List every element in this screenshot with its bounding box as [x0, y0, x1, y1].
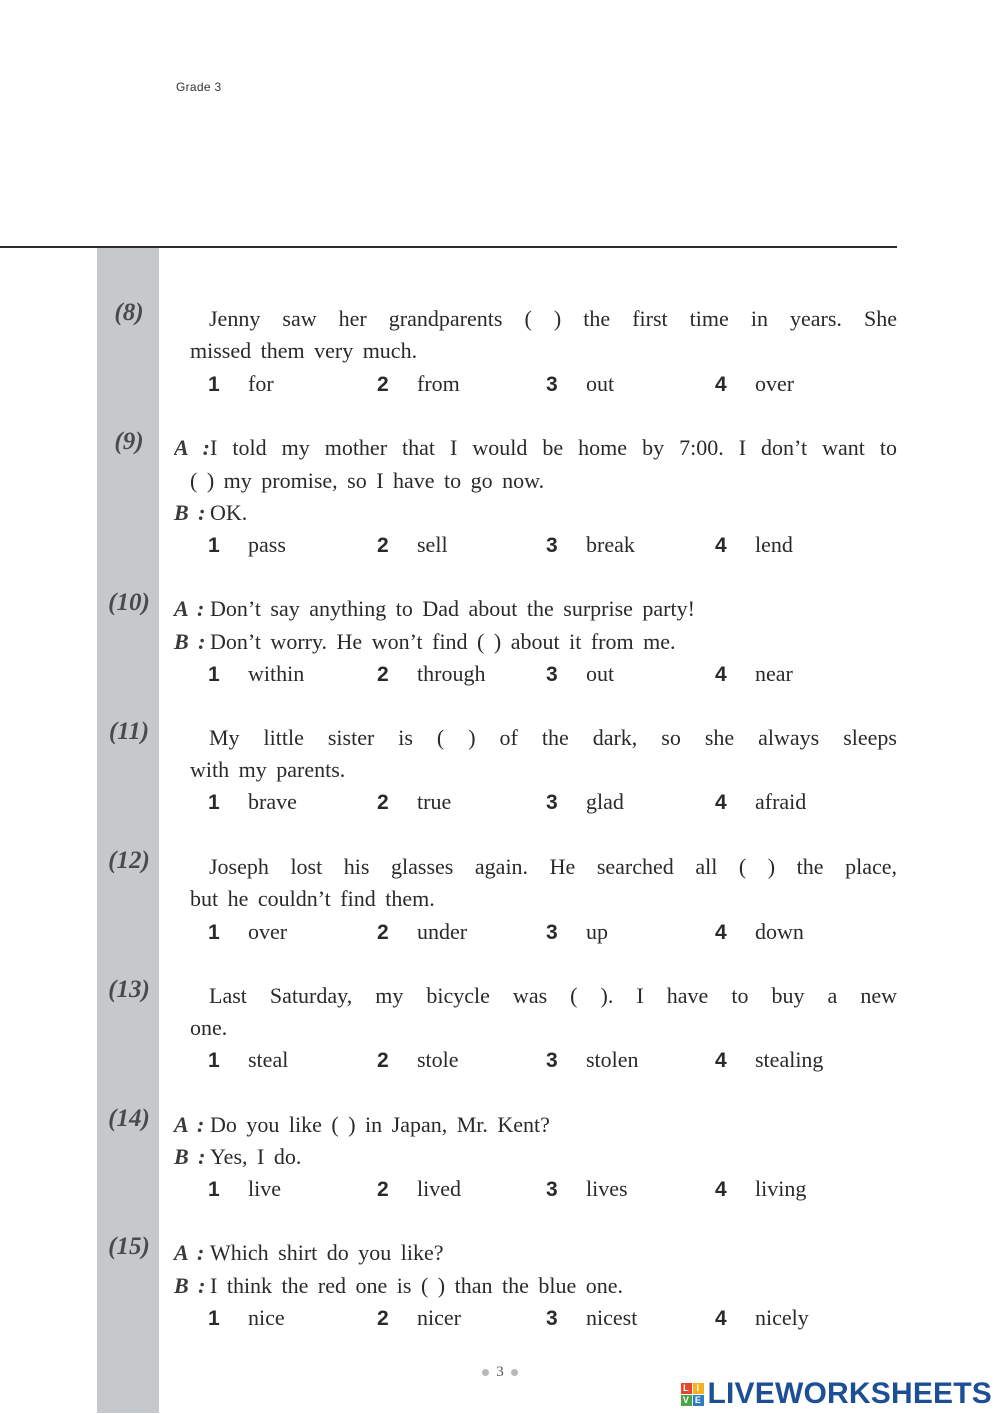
answer-options	[208, 531, 908, 559]
option-2[interactable]: 2 under	[377, 919, 468, 944]
option-2[interactable]: 2 true	[377, 789, 452, 814]
question-number: (15)	[108, 1233, 150, 1260]
answer-options	[208, 370, 908, 398]
option-3[interactable]: 3 out	[546, 661, 615, 686]
question-text-cont: ( ) my promise, so I have to go now.	[190, 468, 545, 493]
question-text: A : Don’t say anything to Dad about the surprise party!	[174, 596, 695, 621]
dot-left-icon	[482, 1369, 489, 1376]
answer-options	[208, 660, 908, 688]
question-number: (9)	[114, 428, 144, 455]
watermark-text: LIVEWORKSHEETS	[707, 1377, 992, 1410]
speaker-a: A :	[174, 435, 210, 460]
liveworksheets-logo-icon: L I V E	[681, 1383, 704, 1406]
answer-options	[208, 1046, 908, 1074]
answer-options	[208, 1304, 908, 1332]
option-3[interactable]: 3 out	[546, 371, 615, 396]
reply-text: B : Yes, I do.	[174, 1144, 302, 1169]
question-number: (13)	[108, 976, 150, 1003]
question-text: Joseph lost his glasses again. He searched all ( ) the place,	[209, 854, 897, 879]
option-2[interactable]: 2 from	[377, 371, 460, 396]
option-1[interactable]: 1 brave	[208, 789, 297, 814]
option-4[interactable]: 4 over	[715, 371, 795, 396]
option-4[interactable]: 4 down	[715, 919, 804, 944]
question-text-cont: one.	[190, 1015, 228, 1040]
option-3[interactable]: 3 up	[546, 919, 608, 944]
option-4[interactable]: 4 stealing	[715, 1047, 824, 1072]
dot-right-icon	[511, 1369, 518, 1376]
reply-text: B : Don’t worry. He won’t find ( ) about it from me.	[174, 629, 676, 654]
question-number: (12)	[108, 847, 150, 874]
question-text: A : Which shirt do you like?	[174, 1240, 444, 1265]
answer-options	[208, 1175, 908, 1203]
speaker-a: A :	[174, 1112, 205, 1137]
question-text: Last Saturday, my bicycle was ( ). I have to buy a new	[209, 983, 897, 1008]
option-3[interactable]: 3 break	[546, 532, 635, 557]
question-number: (14)	[108, 1105, 150, 1132]
question-text: Jenny saw her grandparents ( ) the first time in years. She	[209, 306, 897, 331]
grade-label: Grade 3	[176, 80, 222, 94]
option-4[interactable]: 4 near	[715, 661, 793, 686]
question-number: (8)	[114, 299, 144, 326]
option-4[interactable]: 4 afraid	[715, 789, 807, 814]
question-text-cont: missed them very much.	[190, 338, 418, 363]
option-3[interactable]: 3 lives	[546, 1176, 628, 1201]
option-2[interactable]: 2 through	[377, 661, 486, 686]
page-number: 3	[0, 1364, 1000, 1381]
question-text-cont: with my parents.	[190, 757, 346, 782]
option-3[interactable]: 3 stolen	[546, 1047, 639, 1072]
option-1[interactable]: 1 nice	[208, 1305, 285, 1330]
question-number: (10)	[108, 589, 150, 616]
question-text-cont: but he couldn’t find them.	[190, 886, 435, 911]
speaker-b: B :	[174, 1144, 206, 1169]
option-1[interactable]: 1 live	[208, 1176, 281, 1201]
option-1[interactable]: 1 within	[208, 661, 305, 686]
question-text: A :I told my mother that I would be home by 7:00. I don’t want to	[174, 435, 897, 460]
answer-options	[208, 788, 908, 816]
option-2[interactable]: 2 nicer	[377, 1305, 461, 1330]
speaker-b: B :	[174, 629, 206, 654]
option-4[interactable]: 4 living	[715, 1176, 807, 1201]
liveworksheets-watermark	[681, 1374, 993, 1414]
speaker-a: A :	[174, 1240, 205, 1265]
option-4[interactable]: 4 lend	[715, 532, 793, 557]
option-1[interactable]: 1 over	[208, 919, 288, 944]
reply-text: B : I think the red one is ( ) than the blue one.	[174, 1273, 624, 1298]
option-1[interactable]: 1 for	[208, 371, 274, 396]
option-2[interactable]: 2 stole	[377, 1047, 459, 1072]
speaker-b: B :	[174, 500, 206, 525]
question-number: (11)	[108, 718, 150, 745]
option-1[interactable]: 1 pass	[208, 532, 286, 557]
option-3[interactable]: 3 nicest	[546, 1305, 638, 1330]
answer-options	[208, 918, 908, 946]
option-3[interactable]: 3 glad	[546, 789, 624, 814]
option-4[interactable]: 4 nicely	[715, 1305, 809, 1330]
option-2[interactable]: 2 sell	[377, 532, 448, 557]
question-text: A : Do you like ( ) in Japan, Mr. Kent?	[174, 1112, 550, 1137]
speaker-a: A :	[174, 596, 205, 621]
speaker-b: B :	[174, 1273, 206, 1298]
reply-text: B : OK.	[174, 500, 248, 525]
option-2[interactable]: 2 lived	[377, 1176, 461, 1201]
question-text: My little sister is ( ) of the dark, so she always sleeps	[209, 725, 897, 750]
option-1[interactable]: 1 steal	[208, 1047, 289, 1072]
